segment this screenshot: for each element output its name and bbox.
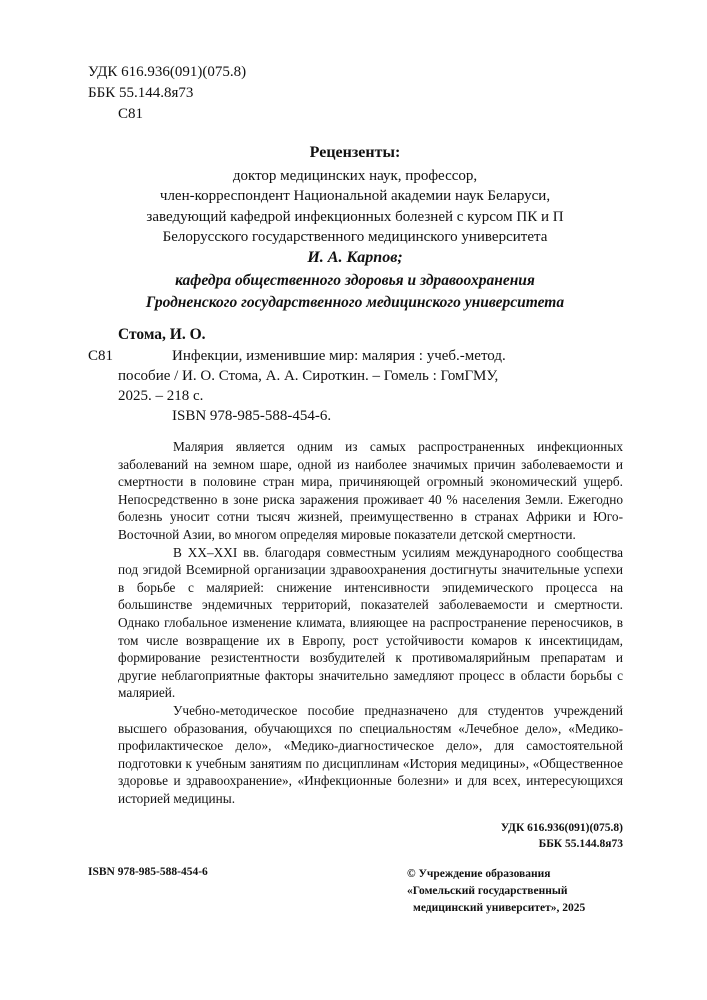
reviewer-name: И. А. Карпов; (307, 248, 403, 266)
department-line: Гродненского государственного медицинского университета (145, 294, 565, 311)
abstract-paragraph: В XX–XXI вв. благодаря совместным усилиям международного сообщества под эгидой Всемирной организации здравоохранения достигнуты значительные успехи в борьбе с малярией: снижение интенсивности эпидемического процесса на большинстве эндемичных территорий, показателей заболеваемости и смертности. Однако глобальное изменение климата, влияющее на распространение переносчиков, в том числе возвращение их в Европу, рост устойчивости комаров к инсектицидам, формирование резистентности возбудителей к противомалярийным препаратам и другие неблагоприятные факторы значительно замедляют процесс в области борьбы с малярией. (118, 544, 623, 701)
record-line: Инфекции, изменившие мир: малярия : учеб.-метод. (172, 348, 506, 364)
abstract-paragraph: Малярия является одним из самых распространенных инфекционных заболеваний на земном шаре, одной из наиболее значимых причин заболеваемости и смертности в половине стран мира, причиняющей огромный экономический ущерб. Непосредственно в зоне риска заражения проживает 40 % населения Земли. Ежегодно болезнь уносит сотни тысяч жизней, преимущественно в странах Африки и Юго-Восточной Азии, во многом определяя мировые показатели детской смертности. (118, 439, 623, 542)
record-line: пособие / И. О. Стома, А. А. Сироткин. – Гомель : ГомГМУ, (118, 368, 499, 384)
classification-block (88, 62, 246, 125)
copyright-line: медицинский университет», 2025 (413, 902, 586, 914)
abstract (118, 438, 623, 807)
udc-code: УДК 616.936(091)(075.8) (88, 64, 247, 80)
footer-classification (501, 820, 623, 852)
bbk-code: ББК 55.144.8я73 (88, 85, 194, 101)
footer-bbk: ББК 55.144.8я73 (538, 838, 623, 850)
reviewers-block (60, 143, 650, 268)
author-sign: С81 (118, 106, 144, 122)
record-isbn: ISBN 978-985-588-454-6. (172, 408, 332, 424)
footer-udc: УДК 616.936(091)(075.8) (500, 822, 623, 834)
reviewer-line: Белорусского государственного медицинского университета (162, 229, 548, 245)
copyright-line: © Учреждение образования (407, 868, 551, 880)
reviewer-line: заведующий кафедрой инфекционных болезней с курсом ПК и П (146, 208, 564, 225)
record-line: 2025. – 218 с. (118, 388, 204, 404)
copyright-block (407, 866, 585, 917)
reviewer-line: доктор медицинских наук, профессор, (232, 167, 478, 184)
author-heading: Стома, И. О. (118, 326, 206, 343)
abstract-paragraph: Учебно-методическое пособие предназначено для студентов учреждений высшего образования, обучающихся по специальностям «Лечебное дело», «Медико-профилактическое дело», «Медико-диагностическое дело», для самостоятельной подготовки к учебным занятиям по дисциплинам «История медицины», «Общественное здоровье и здравоохранение», «Инфекционные болезни» и для всех, интересующихся историей медицины. (118, 702, 623, 806)
footer-isbn: ISBN 978-985-588-454-6 (88, 866, 208, 878)
reviewer-line: член-корреспондент Национальной академии наук Беларуси, (159, 188, 551, 204)
bibliographic-record (88, 346, 623, 426)
copyright-line: «Гомельский государственный (407, 885, 568, 897)
record-code: С81 (88, 348, 114, 364)
department-line: кафедра общественного здоровья и здравоохранения (175, 272, 535, 289)
reviewers-heading: Рецензенты: (309, 144, 401, 161)
reviewer-department (60, 270, 650, 314)
